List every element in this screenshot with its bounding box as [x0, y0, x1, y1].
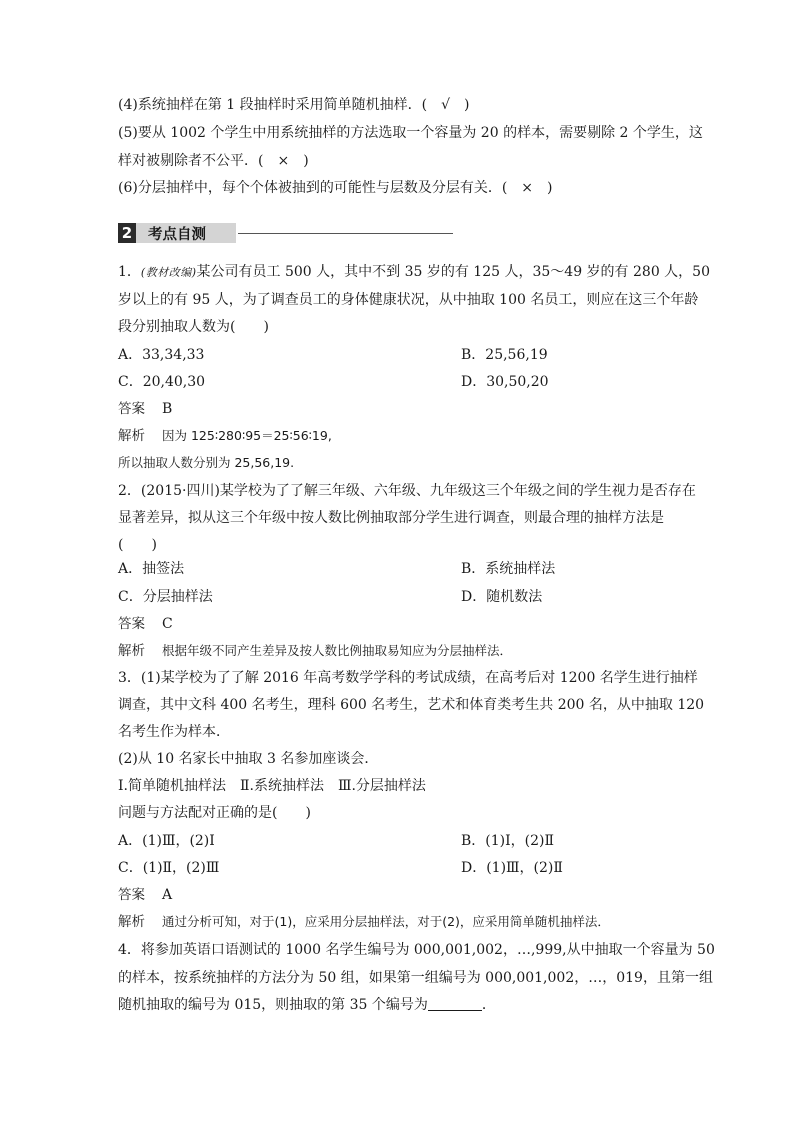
q1-stem-text: 某公司有员工 500 人，其中不到 35 岁的有 125 人，35～49 岁的有 280 人，50: [196, 264, 710, 280]
judgment-4: (4)系统抽样在第 1 段抽样时采用简单随机抽样．( √ ): [118, 97, 470, 113]
q4-stem-text3: 随机抽取的编号为 015，则抽取的第 35 个编号为: [118, 997, 428, 1013]
q1-option-d: D．30,50,20: [461, 374, 549, 390]
q2-analysis: [118, 641, 512, 661]
q2-analysis-text: 根据年级不同产生差异及按人数比例抽取易知应为分层抽样法．: [162, 643, 513, 658]
q1-option-c: C．20,40,30: [118, 374, 206, 390]
q1-options-row1: [118, 345, 548, 365]
q1-stem-line3: 段分别抽取人数为( ): [118, 319, 269, 335]
answer-label: 答案: [118, 616, 145, 632]
q4-stem-end: ．: [481, 997, 496, 1013]
q4-stem-text: 将参加英语口语测试的 1000 名学生编号为 000,001,002，…,999,从中抽取一个容量为 50: [140, 942, 715, 958]
q3-stem-line3: 名考生作为样本．: [118, 724, 230, 740]
judgment-6: (6)分层抽样中，每个个体被抽到的可能性与层数及分层有关．( × ): [118, 180, 553, 196]
q3-stem-line1: [118, 668, 698, 688]
q3-option-c: C．(1)Ⅱ，(2)Ⅲ: [118, 860, 220, 876]
q4-stem-line2: 的样本，按系统抽样的方法分为 50 组，如果第一组编号为 000,001,002，…，019，且第一组: [118, 970, 713, 986]
q1-stem-line1: [118, 262, 710, 283]
section-rule: [238, 233, 453, 234]
q3-stem-text: (1)某学校为了了解 2016 年高考数学学科的考试成绩，在高考后对 1200 名学生进行抽样: [140, 670, 698, 686]
q1-analysis-line2: 所以抽取人数分别为 25,56,19.: [118, 455, 295, 470]
q3-option-d: D．(1)Ⅲ，(2)Ⅱ: [461, 860, 563, 876]
q1-option-b: B．25,56,19: [461, 347, 548, 363]
q2-stem-line1: [118, 481, 696, 501]
q3-stem-line2: 调查，其中文科 400 名考生，理科 600 名考生，艺术和体育类考生共 200 名，从中抽取 120: [118, 697, 705, 713]
q3-answer-value: A: [162, 887, 173, 903]
q2-number: 2．: [118, 483, 141, 499]
q1-source-tag: (教材改编): [140, 266, 197, 279]
q2-option-b: B．系统抽样法: [461, 561, 556, 577]
q1-option-a: A．33,34,33: [118, 347, 205, 363]
analysis-label: 解析: [118, 428, 145, 444]
section-title: 考点自测: [136, 223, 236, 243]
q1-stem-line2: 岁以上的有 95 人，为了调查员工的身体健康状况，从中抽取 100 名员工，则应在这三个年龄: [118, 292, 699, 308]
judgment-5-line2: 样对被剔除者不公平．( × ): [118, 153, 309, 169]
q2-option-a: A．抽签法: [118, 561, 185, 577]
q2-answer: [118, 614, 173, 634]
analysis-label: 解析: [118, 914, 145, 930]
q4-number: 4．: [118, 942, 141, 958]
q3-option-b: B．(1)Ⅰ，(2)Ⅱ: [461, 833, 554, 849]
q1-analysis-text: 因为 125∶280∶95＝25∶56∶19,: [162, 428, 332, 443]
q3-number: 3．: [118, 670, 141, 686]
q3-answer: [118, 885, 172, 905]
q3-methods: Ⅰ.简单随机抽样法 Ⅱ.系统抽样法 Ⅲ.分层抽样法: [118, 778, 426, 794]
answer-blank: [428, 996, 482, 1011]
q2-stem-text: (2015·四川)某学校为了了解三年级、六年级、九年级这三个年级之间的学生视力是否存在: [140, 483, 696, 499]
q3-options-row1: [118, 831, 554, 851]
q3-analysis-text: 通过分析可知，对于(1)，应采用分层抽样法，对于(2)，应采用简单随机抽样法．: [162, 914, 610, 929]
q3-question: 问题与方法配对正确的是( ): [118, 805, 311, 821]
answer-label: 答案: [118, 887, 145, 903]
answer-label: 答案: [118, 401, 145, 417]
q2-stem-line3: ( ): [118, 537, 157, 553]
q3-stem-line4: (2)从 10 名家长中抽取 3 名参加座谈会．: [118, 751, 379, 767]
q4-stem-line3: [118, 995, 496, 1015]
q1-analysis-line1: [118, 426, 332, 446]
q3-analysis: [118, 912, 610, 932]
q2-option-d: D．随机数法: [461, 589, 543, 605]
section-number: 2: [118, 223, 136, 243]
q1-number: 1．: [118, 264, 141, 280]
judgment-5-line1: (5)要从 1002 个学生中用系统抽样的方法选取一个容量为 20 的样本，需要剔除 2 个学生，这: [118, 125, 703, 141]
q2-option-c: C．分层抽样法: [118, 589, 213, 605]
q3-option-a: A．(1)Ⅲ，(2)Ⅰ: [118, 833, 215, 849]
q3-options-row2: [118, 858, 563, 878]
q2-answer-value: C: [162, 616, 173, 632]
section-header: [118, 222, 453, 244]
q2-options-row2: [118, 587, 543, 607]
q4-stem-line1: [118, 940, 715, 960]
q1-options-row2: [118, 372, 549, 392]
analysis-label: 解析: [118, 643, 145, 659]
q1-answer-value: B: [162, 401, 173, 417]
q1-answer: [118, 399, 172, 419]
q2-options-row1: [118, 559, 556, 579]
q2-stem-line2: 显著差异，拟从这三个年级中按人数比例抽取部分学生进行调查，则最合理的抽样方法是: [118, 510, 664, 526]
